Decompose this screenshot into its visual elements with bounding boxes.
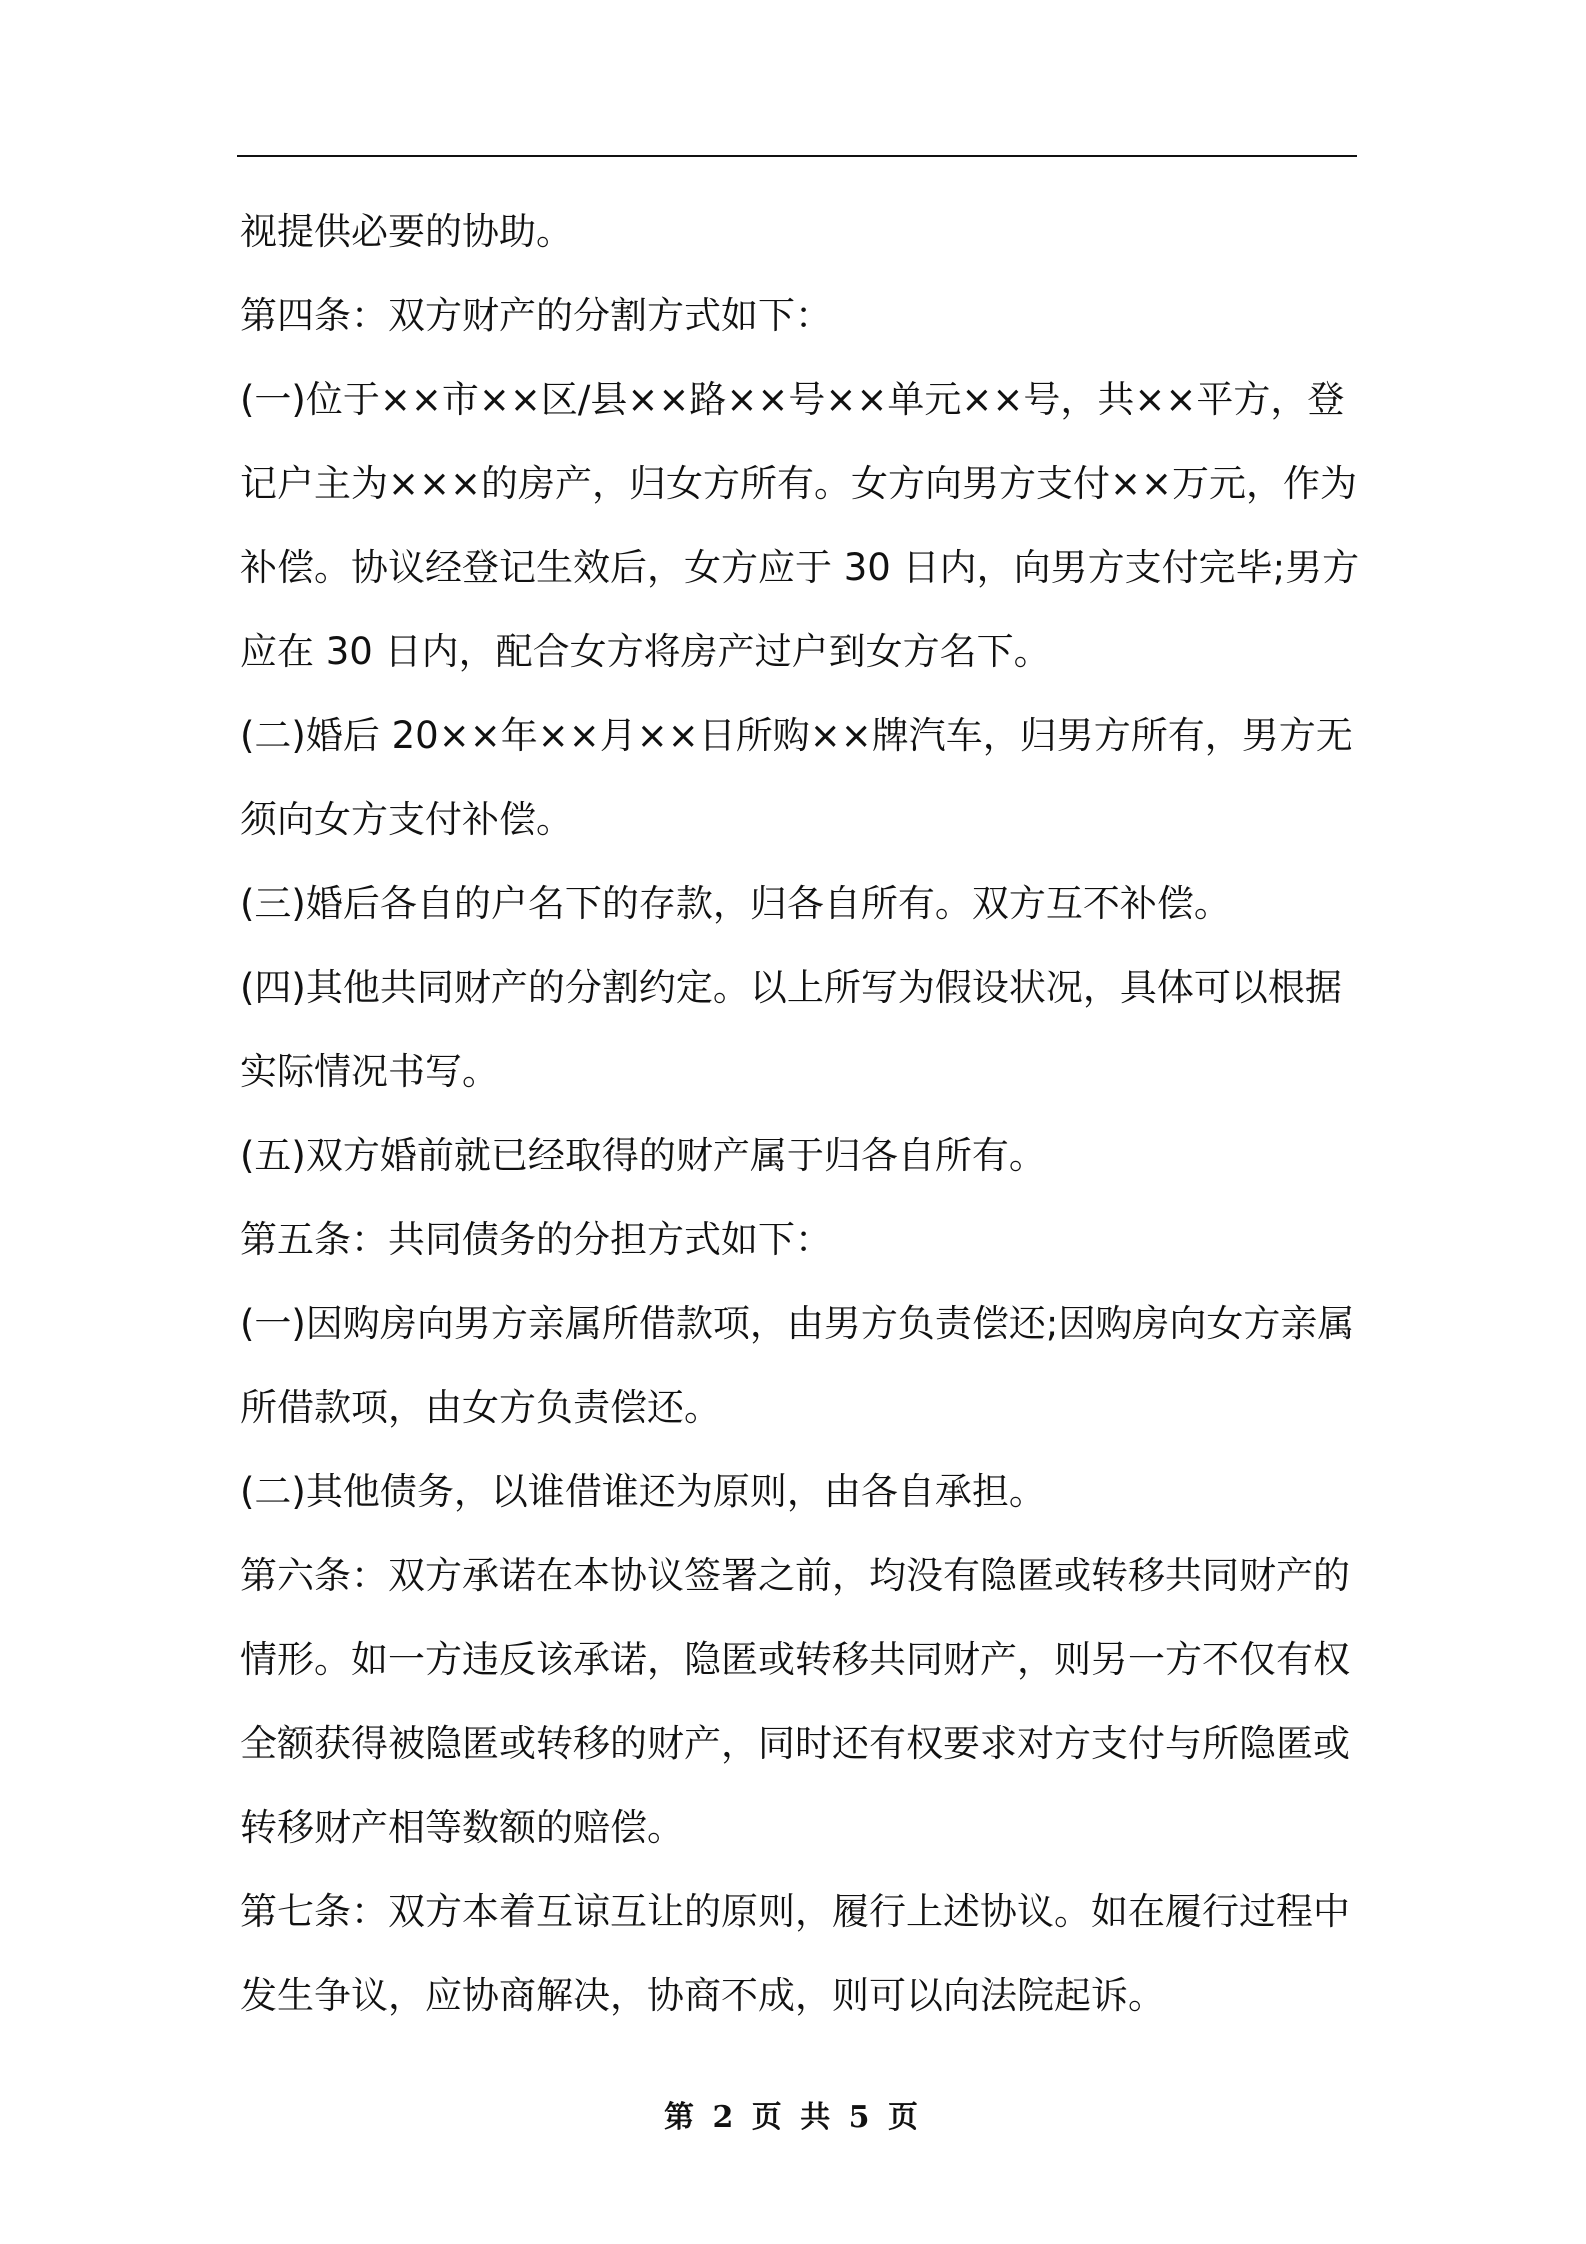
article-5-heading: 第五条：共同债务的分担方式如下： <box>240 1218 832 1261</box>
article-5-item-1: (一)因购房向男方亲属所借款项，由男方负责偿还;因购房向女方亲属所借款项，由女方负责偿还。 <box>240 1302 1355 1429</box>
document-body <box>240 190 1365 2038</box>
article-5-item-2: (二)其他债务，以谁借谁还为原则，由各自承担。 <box>240 1470 1046 1513</box>
article-6: 第六条：双方承诺在本协议签署之前，均没有隐匿或转移共同财产的情形。如一方违反该承诺，隐匿或转移共同财产，则另一方不仅有权全额获得被隐匿或转移的财产，同时还有权要求对方支付与所隐匿或转移财产相等数额的赔偿。 <box>240 1554 1350 1849</box>
article-4-item-3: (三)婚后各自的户名下的存款，归各自所有。双方互不补偿。 <box>240 882 1231 925</box>
article-4-item-5: (五)双方婚前就已经取得的财产属于归各自所有。 <box>240 1134 1046 1177</box>
header-rule <box>237 155 1357 157</box>
article-7: 第七条：双方本着互谅互让的原则，履行上述协议。如在履行过程中发生争议，应协商解决，协商不成，则可以向法院起诉。 <box>240 1890 1350 2017</box>
article-4-item-4: (四)其他共同财产的分割约定。以上所写为假设状况，具体可以根据实际情况书写。 <box>240 966 1342 1093</box>
article-4-item-1: (一)位于××市××区/县××路××号××单元××号，共××平方，登记户主为×××的房产，归女方所有。女方向男方支付××万元，作为补偿。协议经登记生效后，女方应于 30 日内，向男方支付完毕;男方应在 30 日内，配合女方将房产过户到女方名下。 <box>240 378 1360 673</box>
paragraph-continuation: 视提供必要的协助。 <box>240 210 573 253</box>
page-number-footer: 第 2 页 共 5 页 <box>664 2100 922 2135</box>
article-4-heading: 第四条：双方财产的分割方式如下： <box>240 294 832 337</box>
article-4-item-2: (二)婚后 20××年××月××日所购××牌汽车，归男方所有，男方无须向女方支付补偿。 <box>240 714 1353 841</box>
